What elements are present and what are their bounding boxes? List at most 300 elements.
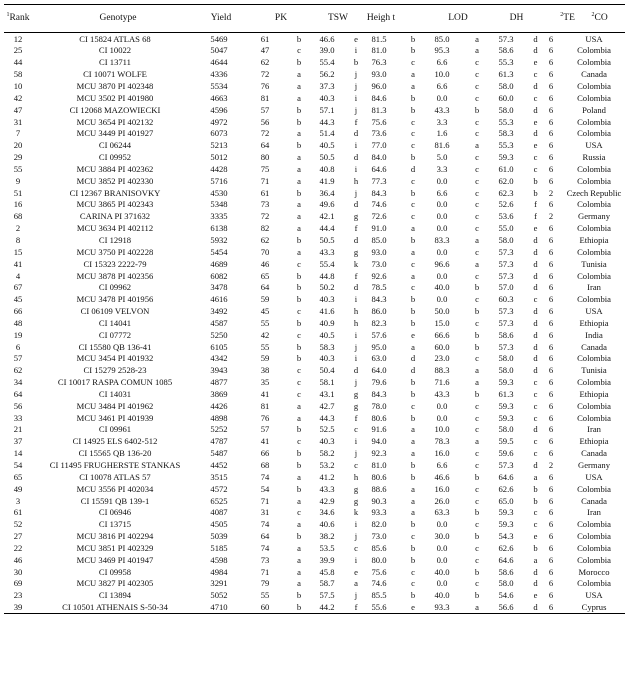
genotype-cell: CI 06946 [98,507,132,518]
te-value: 6 [548,377,554,388]
rank-cell: 10 [13,81,23,91]
pk-letter: a [297,495,301,506]
country-cell: Colombia [577,294,611,305]
height-letter: d [410,365,416,376]
te-value: 6 [548,33,554,44]
genotype-cell: MCU 3461 PI 401939 [76,412,154,423]
te-cell [543,400,563,412]
height-value: 81.0 [371,45,387,56]
height-value: 84.0 [371,152,387,163]
yield-cell: 4505 [210,519,228,530]
te-cell [543,246,563,258]
dh-value: 57.3 [498,33,514,44]
height-value: 82.0 [371,519,387,530]
table-row [4,80,625,92]
pk-value: 72 [260,128,270,139]
dh-letter: d [533,282,538,293]
te-cell [543,175,563,187]
table-row [4,33,625,45]
pk-value: 81 [260,400,270,411]
tsw-value: 37.3 [319,81,335,91]
genotype-cell: CI 12918 [98,234,132,245]
table-row [4,602,625,614]
table-row [4,495,625,507]
table-row [4,294,625,306]
table-row [4,542,625,554]
dh-letter: f [534,211,537,222]
height-letter: d [410,353,416,364]
te-cell [543,258,563,270]
dh-letter: d [533,566,538,577]
pk-letter: a [297,412,301,423]
te-value: 6 [548,471,554,482]
height-value: 92.3 [371,448,387,459]
height-letter: b [410,294,416,305]
pk-value: 41 [260,388,270,399]
genotype-cell: CI 15591 QB 139-1 [80,495,150,506]
rank-cell: 23 [13,590,23,601]
height-letter: b [410,590,416,601]
genotype-cell: CI 09961 [98,424,132,435]
lod-letter: a [475,234,479,245]
lod-letter: c [475,211,479,222]
table-row [4,151,625,163]
lod-value: 10.0 [434,69,450,80]
tsw-letter: a [354,578,358,589]
yield-cell: 5454 [210,246,228,257]
country-cell: Poland [582,104,606,115]
dh-letter: d [533,341,538,352]
yield-cell: 4342 [210,353,228,364]
tsw-letter: j [354,69,358,80]
table-row [4,376,625,388]
lod-letter: b [474,341,480,352]
te-cell [543,92,563,104]
yield-cell: 3478 [210,282,228,293]
yield-cell: 5039 [210,531,228,542]
lod-letter: b [474,507,480,518]
pk-value: 76 [260,412,270,423]
dh-letter: d [533,234,538,245]
table-row [4,140,625,152]
lod-value: 0.0 [436,412,448,423]
country-cell: Iran [587,507,601,518]
lod-letter: b [474,104,480,115]
table-row [4,45,625,57]
genotype-cell: MCU 3816 PI 402294 [76,531,154,542]
genotype-cell: MCU 3851 PI 402329 [76,542,154,553]
te-value: 6 [548,152,554,163]
dh-letter: a [533,471,538,482]
header-tsw: TSW [312,5,364,33]
dh-value: 59.3 [498,412,514,423]
genotype-table [4,4,625,614]
tsw-value: 50.5 [319,234,335,245]
yield-cell: 3335 [210,211,228,222]
lod-letter: c [475,128,479,139]
dh-value: 55.3 [498,57,514,68]
te-value: 6 [548,175,554,186]
header-height: Heigh t [364,5,398,33]
lod-value: 6.6 [436,81,448,91]
tsw-value: 44.3 [319,412,335,423]
rank-cell: 39 [4,602,32,614]
rank-cell: 8 [15,234,21,245]
genotype-cell: CI 15565 QB 136-20 [78,448,152,459]
tsw-value: 39.9 [319,554,335,565]
rank-cell: 7 [15,128,21,139]
table-row [4,270,625,282]
tsw-letter: i [354,436,358,447]
height-value: 90.3 [371,495,387,506]
tsw-letter: g [353,400,359,411]
genotype-cell: MCU 3870 PI 402348 [76,81,154,91]
yield-cell: 3291 [210,578,228,589]
rank-cell: 62 [13,365,23,376]
tsw-letter: j [354,81,358,91]
te-value: 6 [548,104,554,115]
rank-cell: 4 [15,270,21,281]
height-value: 93.0 [371,69,387,80]
tsw-letter: j [354,590,358,601]
table-row [4,211,625,223]
genotype-cell: MCU 3454 PI 401932 [76,353,154,364]
lod-value: 0.0 [436,211,448,222]
te-cell [543,211,563,223]
pk-value: 42 [260,329,270,340]
tsw-letter: h [353,471,359,482]
table-row [4,471,625,483]
country-cell: Colombia [577,92,611,103]
rank-cell: 15 [13,246,23,257]
dh-letter: a [533,554,538,565]
pk-letter: a [297,152,301,163]
dh-letter: c [533,519,538,530]
tsw-letter: c [354,460,358,470]
lod-value: 0.0 [436,92,448,103]
lod-letter: a [475,33,479,44]
te-value: 6 [548,578,554,589]
lod-value: 10.0 [434,424,450,435]
country-cell: Ethiopia [579,436,609,447]
genotype-cell: CI 12068 MAZOWIECKI [69,104,161,115]
te-cell [543,199,563,211]
dh-letter: b [533,542,538,553]
tsw-value: 36.4 [319,187,335,198]
yield-cell: 4984 [210,566,228,577]
tsw-value: 44.3 [319,116,335,127]
height-letter: c [411,578,415,589]
te-value: 6 [548,270,554,281]
table-row [4,104,625,116]
pk-value: 64 [260,531,270,542]
te-value: 6 [548,282,554,293]
table-row [4,258,625,270]
rank-cell: 30 [13,566,23,577]
te-cell [543,140,563,152]
lod-letter: c [475,519,479,530]
dh-value: 55.3 [498,116,514,127]
tsw-value: 53.5 [319,542,335,553]
dh-value: 57.3 [498,270,514,281]
lod-value: 15.0 [434,317,450,328]
pk-letter: a [297,400,301,411]
dh-letter: c [533,448,538,459]
table-row [4,448,625,460]
te-cell [543,412,563,424]
dh-value: 64.6 [498,471,514,482]
tsw-value: 58.2 [319,448,335,459]
genotype-cell: CI 10501 ATHENAIS S-50-34 [32,602,204,614]
te-cell [543,424,563,436]
height-letter: c [411,531,415,542]
pk-value: 61 [260,187,270,198]
te-value: 6 [548,258,554,269]
height-value: 75.6 [371,566,387,577]
country-cell: Colombia [577,128,611,139]
tsw-letter: d [353,128,359,139]
height-value: 81.3 [371,104,387,115]
lod-value: 0.0 [436,223,448,234]
tsw-letter: k [353,258,359,269]
table-row [4,424,625,436]
pk-letter: a [297,554,301,565]
pk-value: 82 [260,223,270,234]
height-value: 64.6 [371,163,387,174]
rank-cell: 14 [13,448,23,459]
genotype-cell: MCU 3556 PI 402034 [76,483,154,494]
lod-value: 16.0 [434,448,450,459]
country-cell: India [585,329,603,340]
dh-value: 58.0 [498,234,514,245]
height-letter: b [410,187,416,198]
country-cell: Germany [578,460,610,470]
te-cell [543,80,563,92]
lod-value: 43.3 [434,388,450,399]
height-letter: b [410,412,416,423]
te-value: 6 [548,140,554,151]
te-cell [543,128,563,140]
te-value: 6 [548,69,554,80]
tsw-value: 52.5 [319,424,335,435]
dh-value: 61.3 [498,69,514,80]
dh-value: 61.0 [498,163,514,174]
yield-cell: 3492 [210,306,228,317]
table-row [4,519,625,531]
rank-cell: 54 [13,460,23,470]
dh-letter: d [533,258,538,269]
pk-value: 60 [250,602,284,614]
dh-value: 55.3 [498,140,514,151]
pk-value: 46 [260,258,270,269]
lod-value: 88.3 [434,365,450,376]
tsw-value: 42.9 [319,495,335,506]
te-value: 6 [548,507,554,518]
lod-value: 0.0 [436,175,448,186]
dh-letter: d [533,424,538,435]
tsw-letter: d [353,282,359,293]
country-cell: Canada [581,495,607,506]
lod-value: 6.6 [436,460,448,470]
genotype-cell: MCU 3502 PI 401980 [76,92,154,103]
te-value: 6 [548,542,554,553]
tsw-letter: g [353,388,359,399]
yield-cell: 5932 [210,234,228,245]
te-value: 6 [548,483,554,494]
yield-cell: 4598 [210,554,228,565]
height-letter: e [398,602,426,614]
tsw-letter: h [353,317,359,328]
pk-value: 81 [260,92,270,103]
table-row [4,175,625,187]
tsw-value: 41.9 [319,175,335,186]
te-cell [543,519,563,531]
yield-cell: 5213 [210,140,228,151]
dh-letter: e [533,140,538,151]
table-row [4,388,625,400]
lod-letter: c [475,294,479,305]
te-value: 6 [548,294,554,305]
country-cell: Ethiopia [579,317,609,328]
pk-value: 61 [260,33,270,44]
height-letter: a [411,246,415,257]
height-value: 64.0 [371,365,387,376]
dh-letter: b [533,187,538,198]
dh-value: 59.3 [498,377,514,388]
rank-cell: 56 [13,400,23,411]
tsw-letter: d [353,152,359,163]
table-row [4,128,625,140]
lod-letter: c [475,448,479,459]
lod-letter: c [475,353,479,364]
lod-value: 40.0 [434,566,450,577]
pk-value: 79 [260,578,270,589]
lod-value: 0.0 [436,519,448,530]
pk-letter: b [296,234,302,245]
yield-cell: 5250 [210,329,228,340]
height-letter: c [411,128,415,139]
dh-value: 61.3 [498,388,514,399]
lod-value: 40.0 [434,282,450,293]
height-value: 85.0 [371,234,387,245]
height-value: 96.0 [371,81,387,91]
te-cell [543,530,563,542]
dh-letter: e [533,116,538,127]
country-cell: Colombia [577,270,611,281]
te-value: 6 [548,424,554,435]
table-row [4,353,625,365]
dh-value: 57.3 [498,460,514,470]
header-rank: $^1$Rank [4,5,32,33]
height-letter: b [410,317,416,328]
country-cell: Colombia [577,483,611,494]
rank-cell: 21 [13,424,23,435]
dh-value: 57.3 [498,317,514,328]
te-value: 6 [548,554,554,565]
country-cell: Colombia [577,57,611,68]
lod-value: 71.6 [434,377,450,388]
te-value: 6 [548,116,554,127]
pk-letter: b [296,448,302,459]
tsw-value: 38.2 [319,531,335,542]
tsw-value: 44.4 [319,223,335,234]
height-letter: c [411,400,415,411]
lod-value: 3.3 [436,116,448,127]
pk-letter: a [297,471,301,482]
yield-cell: 5185 [210,542,228,553]
dh-value: 59.6 [498,448,514,459]
height-letter: c [411,566,415,577]
table-header [4,5,625,33]
lod-value: 46.6 [434,471,450,482]
genotype-cell: CI 13894 [98,590,132,601]
height-value: 93.3 [371,507,387,518]
te-cell [543,234,563,246]
rank-cell: 51 [13,187,23,198]
country-cell: Iran [587,424,601,435]
genotype-cell: CI 13715 [98,519,132,530]
te-cell [543,317,563,329]
yield-cell: 4087 [210,507,228,518]
dh-value: 58.0 [498,365,514,376]
tsw-letter: c [354,542,358,553]
te-cell [543,163,563,175]
height-value: 80.6 [371,412,387,423]
te-cell [543,376,563,388]
yield-cell: 4663 [210,92,228,103]
lod-letter: b [474,590,480,601]
height-value: 81.5 [371,33,387,44]
pk-value: 56 [260,116,270,127]
pk-value: 62 [260,57,270,68]
dh-value: 57.0 [498,282,514,293]
table-row [4,578,625,590]
pk-letter: b [296,187,302,198]
dh-letter: d [533,578,538,589]
pk-value: 54 [260,483,270,494]
genotype-cell: MCU 3878 PI 402356 [76,270,154,281]
lod-letter: a [462,602,490,614]
genotype-cell: MCU 3827 PI 402305 [76,578,154,589]
dh-letter: e [533,57,538,68]
dh-value: 59.3 [498,519,514,530]
country-cell: Cyprus [563,602,625,614]
genotype-cell: CI 07772 [98,329,132,340]
te-cell [543,483,563,495]
table-row [4,400,625,412]
te-cell [543,566,563,578]
height-value: 84.3 [371,187,387,198]
height-letter: b [410,306,416,317]
rank-cell: 47 [13,104,23,115]
lod-letter: c [475,175,479,186]
country-cell: Colombia [577,353,611,364]
dh-letter: c [533,152,538,163]
lod-value: 0.0 [436,199,448,210]
table-row [4,329,625,341]
genotype-cell: CI 10078 ATLAS 57 [79,471,151,482]
header-pk: PK [250,5,312,33]
dh-letter: c [533,412,538,423]
height-value: 73.0 [371,258,387,269]
dh-letter: c [533,294,538,305]
tsw-value: 51.4 [319,128,335,139]
rank-cell: 58 [13,69,23,80]
dh-letter: c [533,436,538,447]
rank-cell: 29 [13,152,23,163]
te-cell [543,45,563,57]
dh-letter: e [533,590,538,601]
